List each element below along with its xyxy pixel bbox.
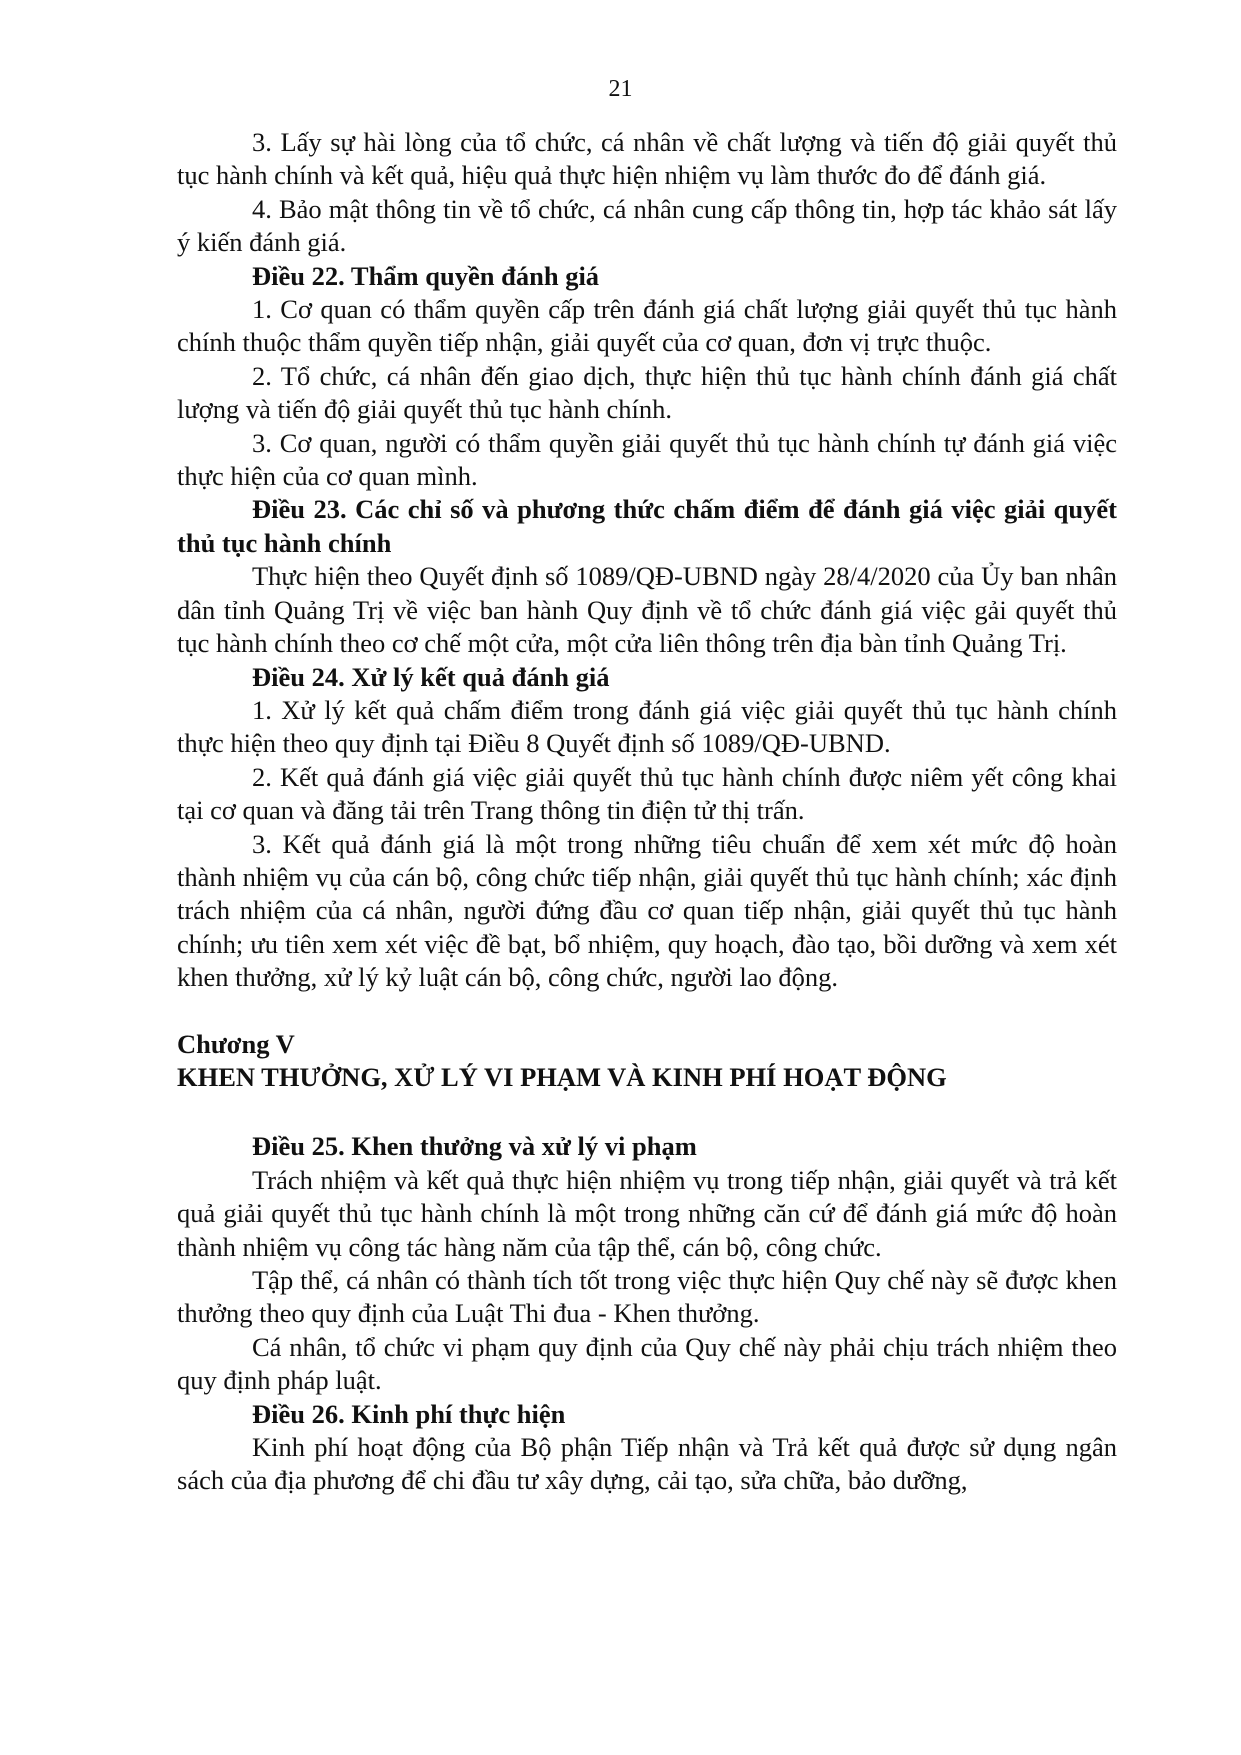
page-number: 21 bbox=[608, 76, 633, 102]
paragraph: 1. Xử lý kết quả chấm điểm trong đánh giá việc giải quyết thủ tục hành chính thực hiện theo quy định tại Điều 8 Quyết định số 1089/QĐ-UBND. bbox=[177, 694, 1117, 759]
article-heading-23: Điều 23. Các chỉ số và phương thức chấm điểm để đánh giá việc giải quyết thủ tục hành chính bbox=[177, 494, 1117, 558]
paragraph: 2. Kết quả đánh giá việc giải quyết thủ tục hành chính được niêm yết công khai tại cơ quan và đăng tải trên Trang thông tin điện tử thị trấn. bbox=[177, 761, 1117, 826]
paragraph: 1. Cơ quan có thẩm quyền cấp trên đánh giá chất lượng giải quyết thủ tục hành chính thuộc thẩm quyền tiếp nhận, giải quyết của cơ quan, đơn vị trực thuộc. bbox=[177, 294, 1117, 358]
paragraph: Kinh phí hoạt động của Bộ phận Tiếp nhận và Trả kết quả được sử dụng ngân sách của địa phương để chi đầu tư xây dựng, cải tạo, sửa chữa, bảo dưỡng, bbox=[177, 1432, 1117, 1496]
paragraph: Trách nhiệm và kết quả thực hiện nhiệm vụ trong tiếp nhận, giải quyết và trả kết quả giải quyết thủ tục hành chính là một trong những căn cứ để đánh giá mức độ hoàn thành nhiệm vụ công tác hàng năm của tập thể, cán bộ, công chức. bbox=[177, 1164, 1117, 1262]
article-heading-24: Điều 24. Xử lý kết quả đánh giá bbox=[252, 661, 610, 692]
document-body bbox=[177, 126, 1117, 1498]
article-heading-25: Điều 25. Khen thưởng và xử lý vi phạm bbox=[252, 1131, 697, 1162]
chapter-title: Chương V bbox=[177, 1028, 295, 1059]
article-heading-22: Điều 22. Thẩm quyền đánh giá bbox=[252, 260, 600, 291]
paragraph: Tập thể, cá nhân có thành tích tốt trong việc thực hiện Quy chế này sẽ được khen thưởng theo quy định của Luật Thi đua - Khen thưởng. bbox=[177, 1265, 1117, 1329]
chapter-name: KHEN THƯỞNG, XỬ LÝ VI PHẠM VÀ KINH PHÍ HOẠT ĐỘNG bbox=[177, 1061, 947, 1092]
paragraph: 3. Kết quả đánh giá là một trong những tiêu chuẩn để xem xét mức độ hoàn thành nhiệm vụ của cán bộ, công chức tiếp nhận, giải quyết thủ tục hành chính; xác định trách nhiệm của cá nhân, người đứng đầu cơ quan tiếp nhận, giải quyết thủ tục hành chính; ưu tiên xem xét việc đề bạt, bổ nhiệm, quy hoạch, đào tạo, bồi dưỡng và xem xét khen thưởng, xử lý kỷ luật cán bộ, công chức, người lao động. bbox=[177, 828, 1117, 993]
paragraph: 4. Bảo mật thông tin về tổ chức, cá nhân cung cấp thông tin, hợp tác khảo sát lấy ý kiến đánh giá. bbox=[177, 193, 1117, 258]
paragraph: Thực hiện theo Quyết định số 1089/QĐ-UBND ngày 28/4/2020 của Ủy ban nhân dân tỉnh Quảng Trị về việc ban hành Quy định về tổ chức đánh giá việc gải quyết thủ tục hành chính theo cơ chế một cửa, một cửa liên thông trên địa bàn tỉnh Quảng Trị. bbox=[177, 561, 1117, 659]
paragraph: Cá nhân, tổ chức vi phạm quy định của Quy chế này phải chịu trách nhiệm theo quy định pháp luật. bbox=[177, 1331, 1117, 1396]
article-heading-26: Điều 26. Kinh phí thực hiện bbox=[252, 1398, 566, 1429]
paragraph: 3. Lấy sự hài lòng của tổ chức, cá nhân về chất lượng và tiến độ giải quyết thủ tục hành chính và kết quả, hiệu quả thực hiện nhiệm vụ làm thước đo để đánh giá. bbox=[177, 127, 1117, 191]
paragraph: 2. Tổ chức, cá nhân đến giao dịch, thực hiện thủ tục hành chính đánh giá chất lượng và tiến độ giải quyết thủ tục hành chính. bbox=[177, 360, 1117, 425]
paragraph: 3. Cơ quan, người có thẩm quyền giải quyết thủ tục hành chính tự đánh giá việc thực hiện của cơ quan mình. bbox=[177, 427, 1117, 492]
